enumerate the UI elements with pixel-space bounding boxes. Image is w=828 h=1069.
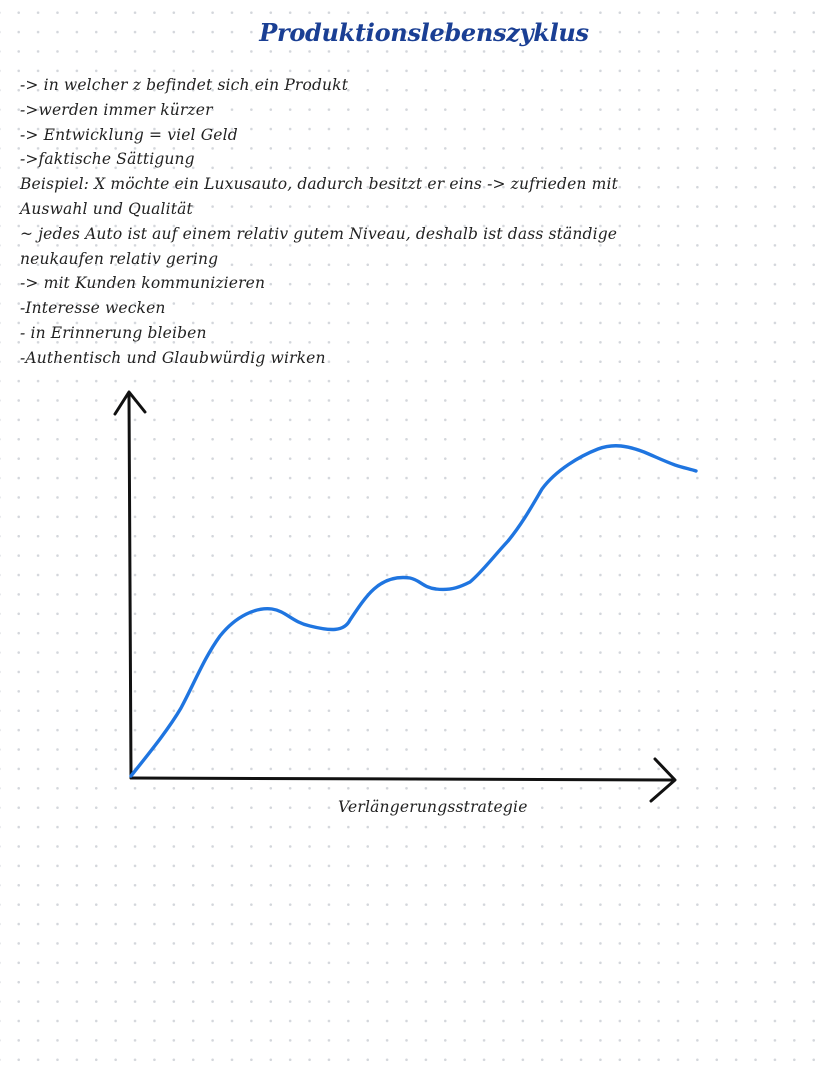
note-line: - in Erinnerung bleiben	[20, 323, 207, 342]
curve	[131, 446, 696, 776]
x-axis	[131, 778, 673, 780]
note-line: ~ jedes Auto ist auf einem relativ gutem Niveau, deshalb ist dass ständige	[20, 224, 618, 243]
note-line: -Authentisch und Glaubwürdig wirken	[20, 348, 326, 367]
note-line: ->werden immer kürzer	[20, 100, 213, 119]
note-line: neukaufen relativ gering	[20, 249, 219, 268]
y-axis	[129, 395, 131, 778]
note-line: -> Entwicklung = viel Geld	[20, 125, 238, 144]
note-line: -> mit Kunden kommunizieren	[20, 274, 266, 293]
x-axis-label: Verlängerungsstrategie	[338, 798, 528, 816]
note-line: -> in welcher z befindet sich ein Produkt	[20, 76, 349, 94]
note-line: -Interesse wecken	[20, 299, 166, 318]
note-line: Beispiel: X möchte ein Luxusauto, dadurch besitzt er eins -> zufrieden mit	[20, 175, 618, 194]
page-title: Produktionslebenszyklus	[259, 18, 589, 47]
note-line: ->faktische Sättigung	[20, 150, 195, 169]
note-line: Auswahl und Qualität	[20, 199, 193, 218]
